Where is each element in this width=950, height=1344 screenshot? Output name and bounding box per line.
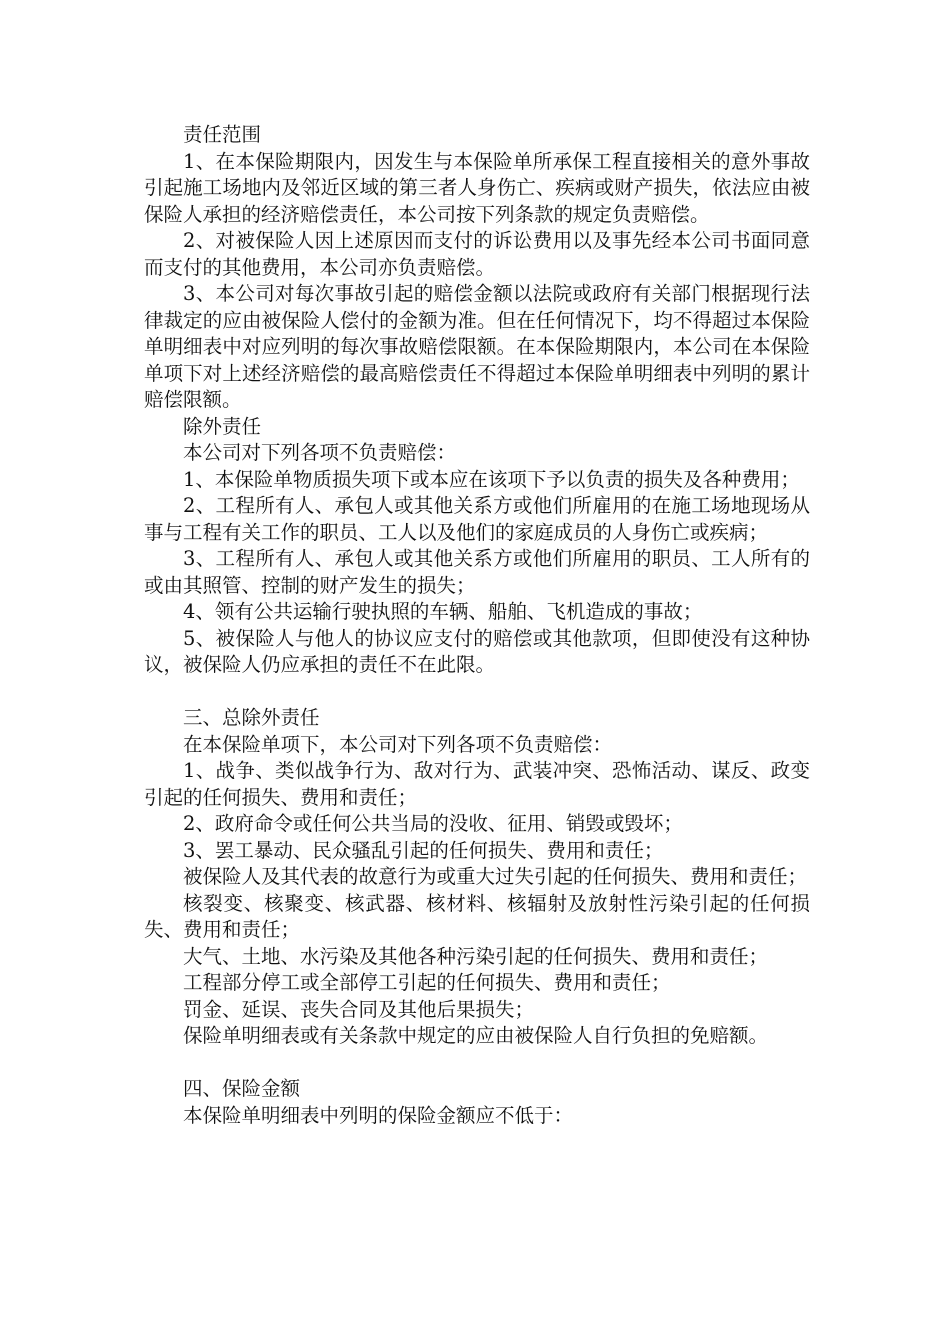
paragraph: 2、政府命令或任何公共当局的没收、征用、销毁或毁坏； (183, 812, 683, 835)
section-heading-sum-insured: 四、保险金额 (183, 1077, 301, 1100)
paragraph: 核裂变、核聚变、核武器、核材料、核辐射及放射性污染引起的任何损失、费用和责任； (144, 891, 810, 941)
paragraph: 大气、土地、水污染及其他各种污染引起的任何损失、费用和责任； (183, 944, 769, 968)
paragraph: 在本保险单项下，本公司对下列各项不负责赔偿： (183, 732, 613, 756)
section-heading-exclusions: 除外责任 (183, 414, 262, 438)
paragraph: 被保险人及其代表的故意行为或重大过失引起的任何损失、费用和责任； (183, 865, 808, 888)
paragraph: 2、对被保险人因上述原因而支付的诉讼费用以及事先经本公司书面同意而支付的其他费用，本公司亦负责赔偿。 (144, 229, 810, 279)
section-heading-liability-scope: 责任范围 (183, 123, 262, 146)
paragraph: 3、罢工暴动、民众骚乱引起的任何损失、费用和责任； (183, 838, 664, 862)
paragraph: 1、在本保险期限内，因发生与本保险单所承保工程直接相关的意外事故引起施工场地内及邻近区域的第三者人身伤亡、疾病或财产损失，依法应由被保险人承担的经济赔偿责任，本公司按下列条款的规定负责赔偿。 (144, 149, 810, 226)
paragraph: 3、本公司对每次事故引起的赔偿金额以法院或政府有关部门根据现行法律裁定的应由被保险人偿付的金额为准。但在任何情况下，均不得超过本保险单明细表中对应列明的每次事故赔偿限额。在本保险期限内，本公司在本保险单项下对上述经济赔偿的最高赔偿责任不得超过本保险单明细表中列明的累计赔偿限额。 (144, 282, 810, 411)
paragraph: 本保险单明细表中列明的保险金额应不低于： (183, 1103, 574, 1127)
paragraph: 5、被保险人与他人的协议应支付的赔偿或其他款项，但即使没有这种协议，被保险人仍应承担的责任不在此限。 (144, 626, 810, 676)
paragraph: 工程部分停工或全部停工引起的任何损失、费用和责任； (183, 971, 671, 994)
paragraph: 本公司对下列各项不负责赔偿： (183, 441, 457, 464)
paragraph: 2、工程所有人、承包人或其他关系方或他们所雇用的在施工场地现场从事与工程有关工作的职员、工人以及他们的家庭成员的人身伤亡或疾病； (144, 494, 810, 544)
document-body (144, 122, 810, 1129)
paragraph: 罚金、延误、丧失合同及其他后果损失； (183, 997, 535, 1021)
paragraph: 4、领有公共运输行驶执照的车辆、船舶、飞机造成的事故； (183, 600, 703, 623)
paragraph: 1、本保险单物质损失项下或本应在该项下予以负责的损失及各种费用； (183, 467, 800, 491)
paragraph: 保险单明细表或有关条款中规定的应由被保险人自行负担的免赔额。 (183, 1024, 769, 1047)
section-heading-general-exclusions: 三、总除外责任 (183, 706, 320, 729)
paragraph: 1、战争、类似战争行为、敌对行为、武装冲突、恐怖活动、谋反、政变引起的任何损失、费用和责任； (144, 759, 810, 809)
paragraph: 3、工程所有人、承包人或其他关系方或他们所雇用的职员、工人所有的或由其照管、控制的财产发生的损失； (144, 547, 810, 597)
